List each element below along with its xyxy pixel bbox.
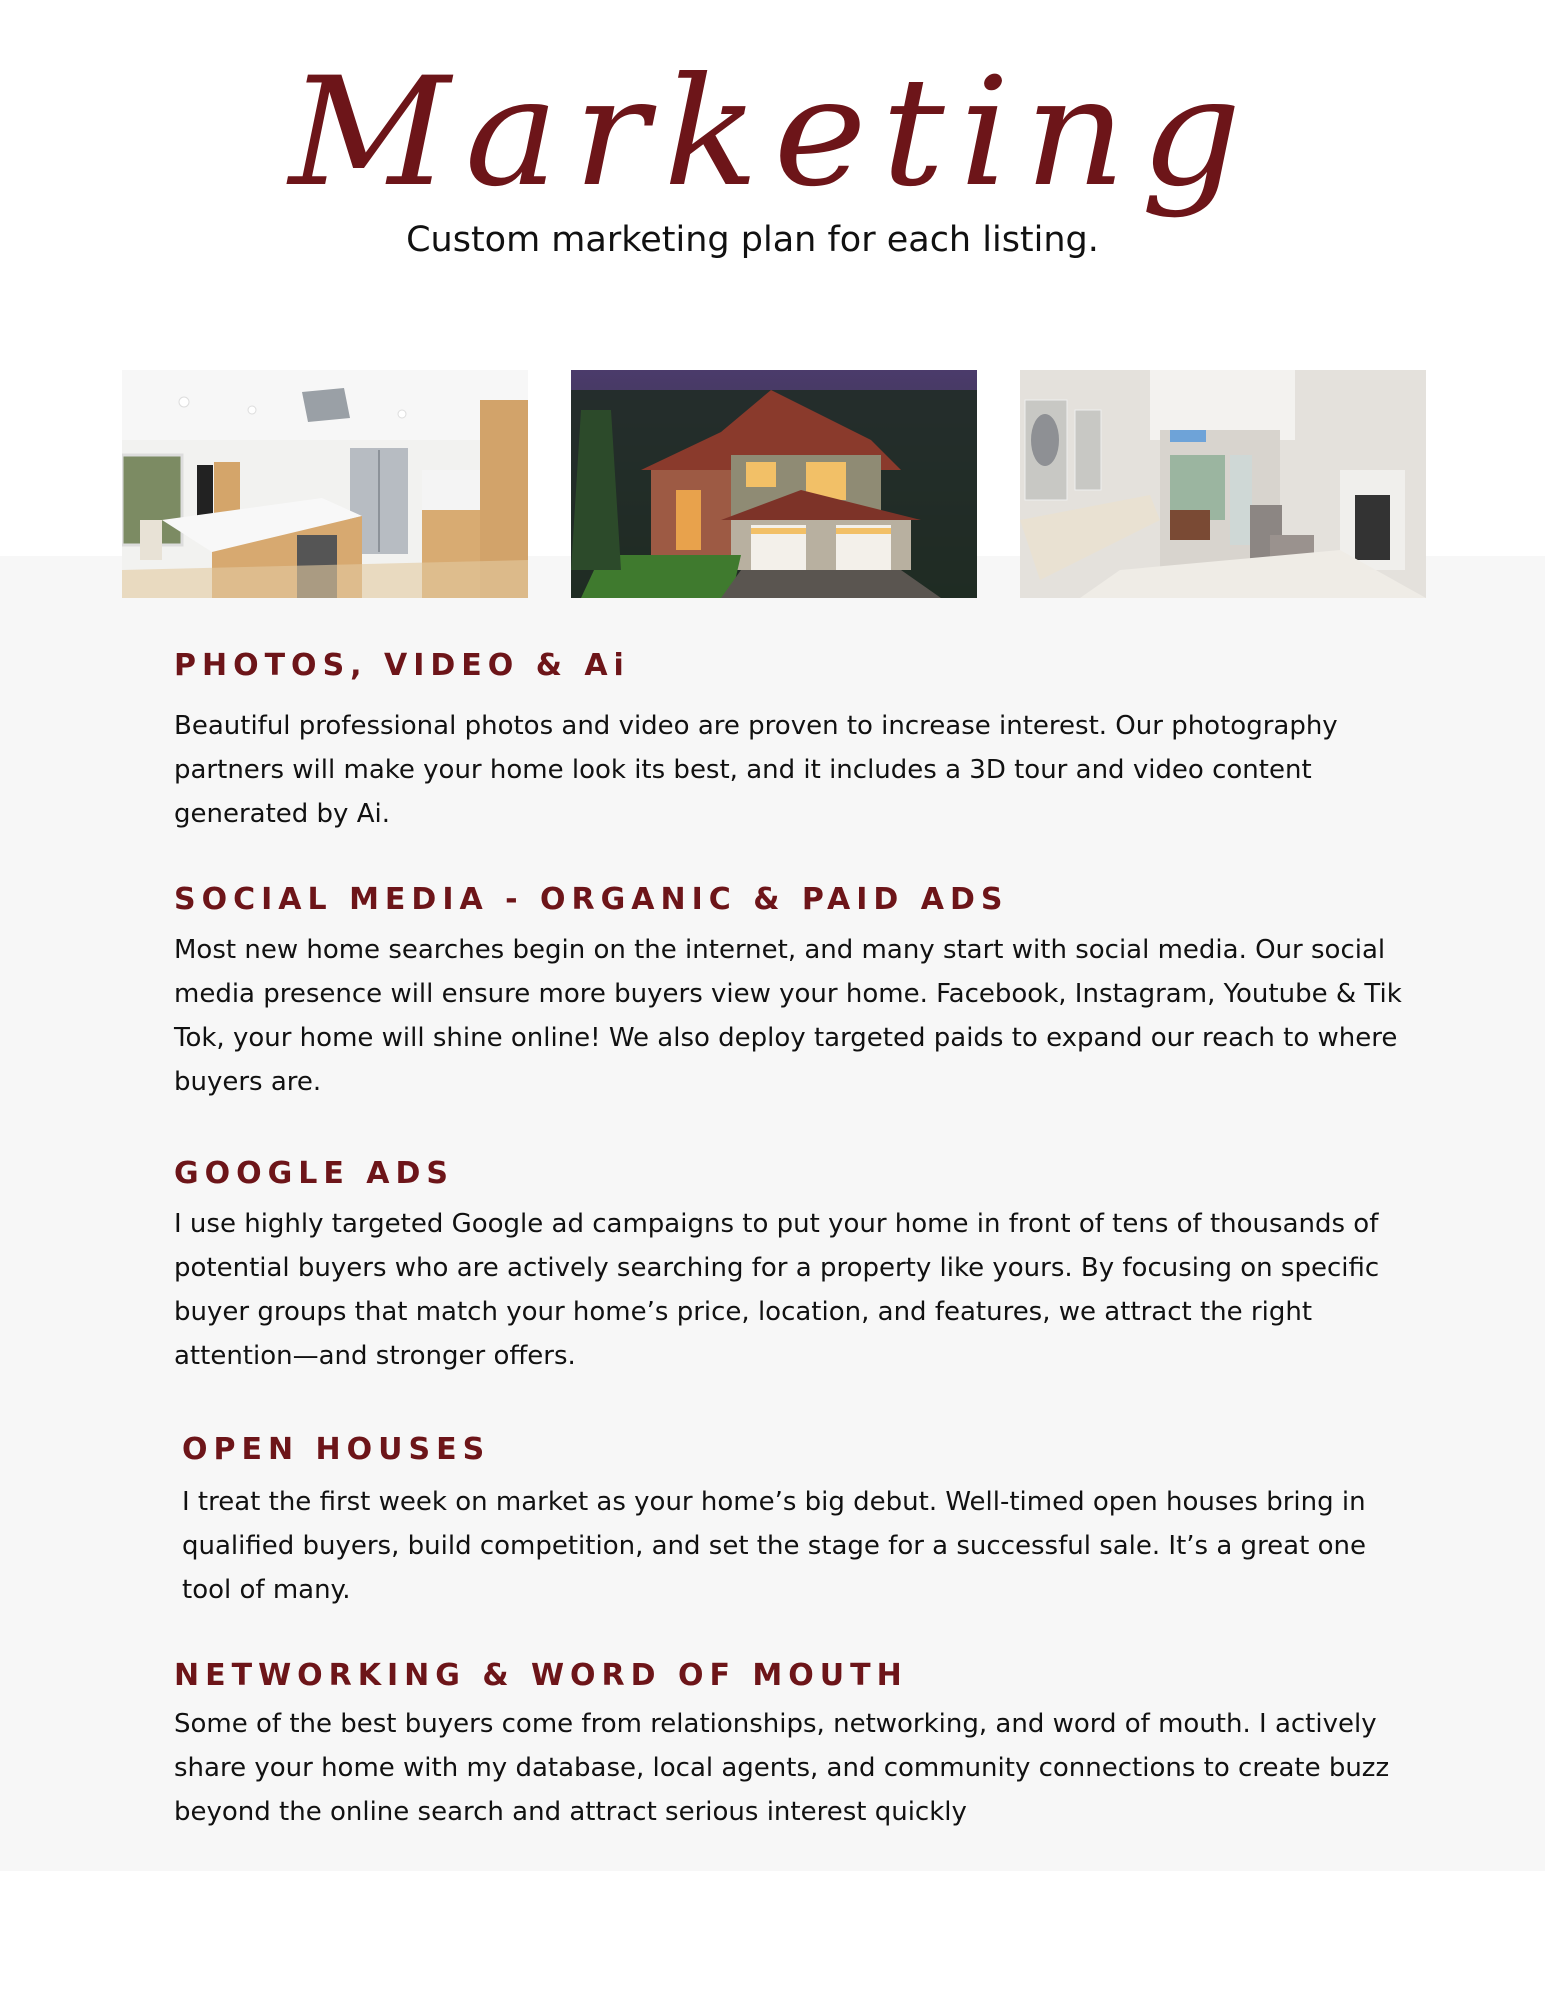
section-body-social-media: Most new home searches begin on the internet, and many start with social media. Our social media presence will ensure more buyers view your home. Facebook, Instagram, Youtube & Tik Tok, your home will shine online! We also deploy targeted paids to expand our reach to where buyers are. [174,935,1402,1097]
living-room-photo [1020,370,1426,598]
section-heading-photos-video-ai: PHOTOS, VIDEO & Ai [174,648,630,683]
section-body-networking: Some of the best buyers come from relationships, networking, and word of mouth. I actively share your home with my database, local agents, and community connections to create buzz beyond the online search and attract serious interest quickly [174,1709,1390,1827]
section-heading-google-ads: GOOGLE ADS [174,1156,455,1191]
section-heading-open-houses: OPEN HOUSES [182,1432,491,1467]
section-body-open-houses: I treat the first week on market as your home’s big debut. Well-timed open houses bring in qualified buyers, build competition, and set the stage for a successful sale. It’s a great one tool of many. [182,1487,1366,1605]
page-title: Marketing [288,46,1257,220]
section-heading-networking: NETWORKING & WORD OF MOUTH [174,1658,908,1693]
section-body-google-ads: I use highly targeted Google ad campaigns to put your home in front of tens of thousands of potential buyers who are actively searching for a property like yours. By focusing on specific buyer groups that match your home’s price, location, and features, we attract the right attention—and stronger offers. [174,1209,1380,1371]
section-heading-social-media: SOCIAL MEDIA - ORGANIC & PAID ADS [174,882,1009,917]
house-exterior-photo [571,370,977,598]
kitchen-photo [122,370,528,598]
page-subtitle: Custom marketing plan for each listing. [406,220,1099,260]
section-body-photos-video-ai: Beautiful professional photos and video are proven to increase interest. Our photography partners will make your home look its best, and it includes a 3D tour and video content generated by Ai. [174,711,1338,829]
